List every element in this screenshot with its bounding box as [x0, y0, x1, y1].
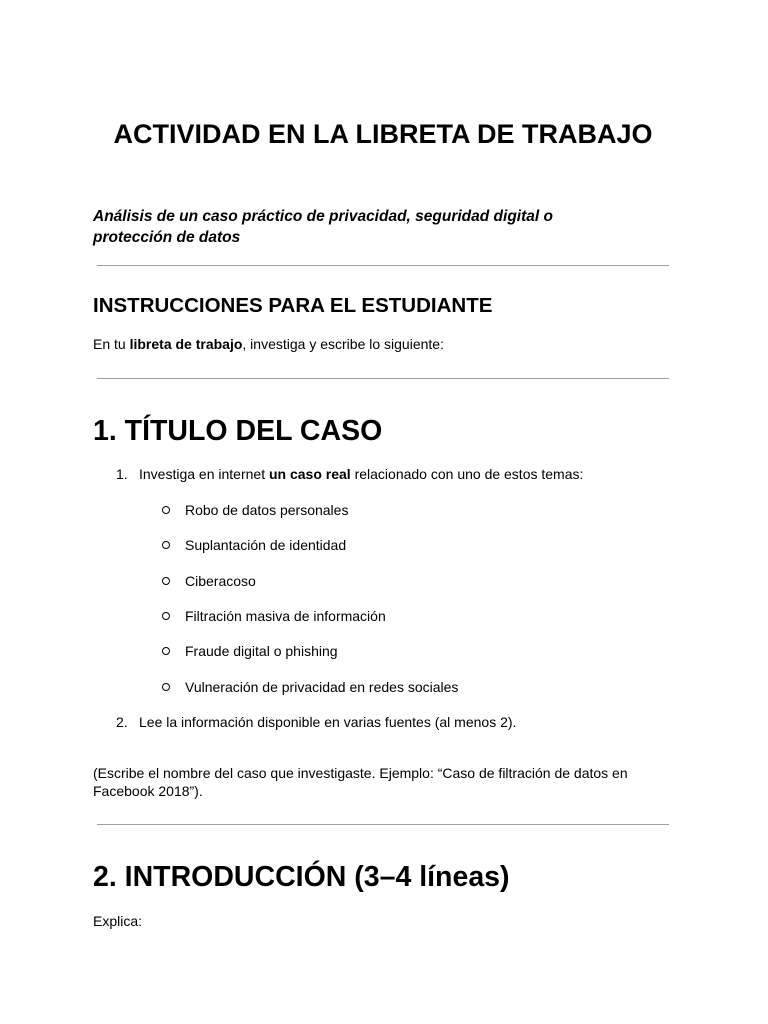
- hollow-circle-bullet-icon: [162, 577, 170, 585]
- document-title: ACTIVIDAD EN LA LIBRETA DE TRABAJO: [113, 119, 653, 149]
- hollow-circle-bullet-icon: [162, 541, 170, 549]
- topic-text: Suplantación de identidad: [185, 537, 347, 553]
- list-item-text-bold: un caso real: [268, 466, 351, 482]
- list-item-text: [139, 465, 583, 483]
- topic-text: Vulneración de privacidad en redes sociales: [185, 679, 459, 695]
- list-number: 2.: [116, 714, 128, 730]
- section1-heading: 1. TÍTULO DEL CASO: [93, 415, 383, 447]
- instructions-text-post: , investiga y escribe lo siguiente:: [242, 336, 444, 352]
- list-item-text-pre: Investiga en internet: [139, 466, 269, 482]
- instructions-heading: INSTRUCCIONES PARA EL ESTUDIANTE: [93, 294, 493, 317]
- case-title-note: (Escribe el nombre del caso que investigaste. Ejemplo: “Caso de filtración de datos en Facebook 2018”).: [93, 765, 628, 799]
- hollow-circle-bullet-icon: [162, 506, 170, 514]
- instructions-text-pre: En tu: [93, 336, 130, 352]
- list-item-text-post: relacionado con uno de estos temas:: [350, 466, 584, 482]
- list-number: 1.: [116, 466, 128, 482]
- topic-text: Ciberacoso: [185, 573, 256, 589]
- topic-text: Fraude digital o phishing: [185, 643, 338, 659]
- divider: [97, 824, 669, 825]
- instructions-text-bold: libreta de trabajo: [129, 336, 243, 352]
- topic-text: Filtración masiva de información: [185, 608, 386, 624]
- hollow-circle-bullet-icon: [162, 683, 170, 691]
- divider: [97, 265, 669, 266]
- list-item-text: Lee la información disponible en varias fuentes (al menos 2).: [139, 714, 517, 730]
- section2-text: Explica:: [93, 913, 143, 929]
- topic-text: Robo de datos personales: [185, 502, 349, 518]
- document-subtitle: Análisis de un caso práctico de privacidad, seguridad digital o protección de datos: [93, 208, 553, 246]
- section2-heading: 2. INTRODUCCIÓN (3–4 líneas): [93, 861, 510, 893]
- divider: [97, 378, 669, 379]
- hollow-circle-bullet-icon: [162, 612, 170, 620]
- hollow-circle-bullet-icon: [162, 647, 170, 655]
- instructions-text: [93, 335, 653, 353]
